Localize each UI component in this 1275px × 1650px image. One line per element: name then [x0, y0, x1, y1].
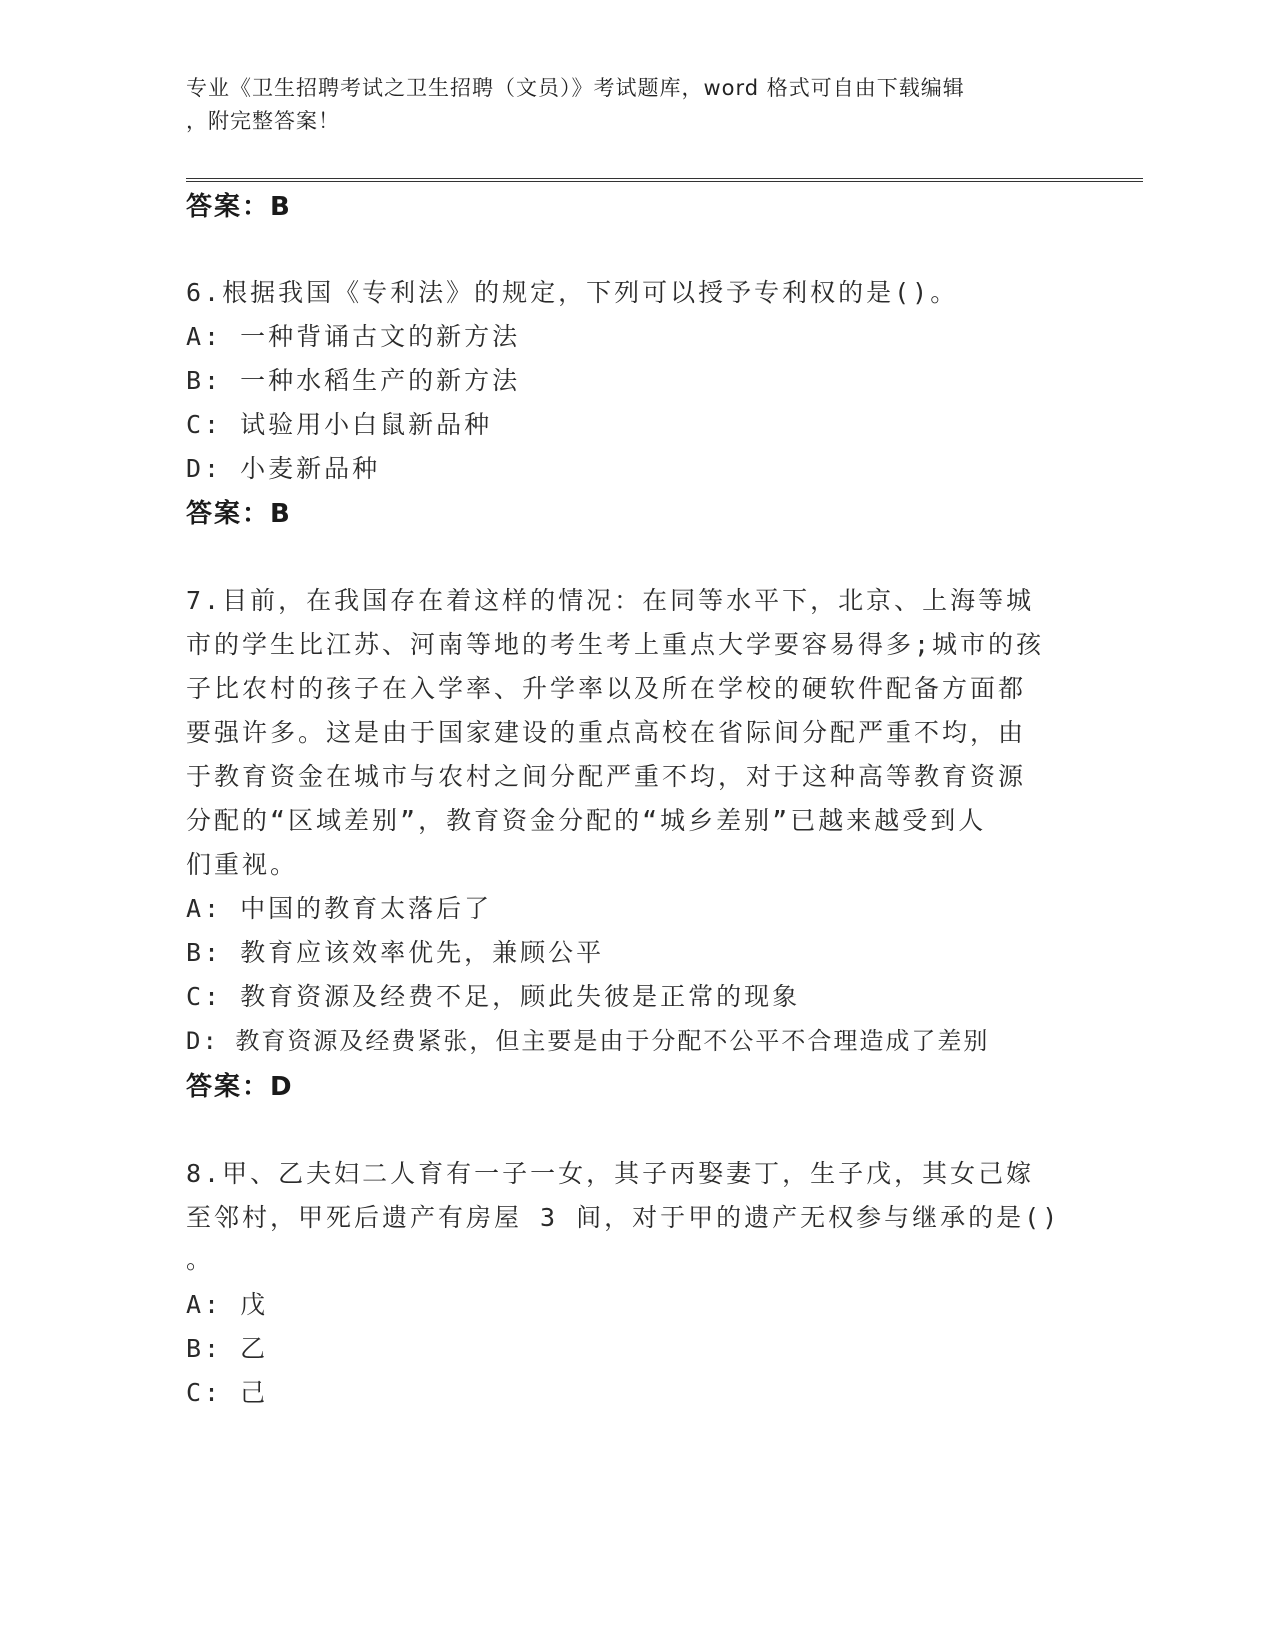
q7-text-line-7: 们重视。 [186, 850, 299, 879]
q7-option-a: A: 中国的教育太落后了 [186, 894, 493, 923]
q8-option-a: A: 戊 [186, 1290, 269, 1319]
header-divider-bottom [186, 181, 1143, 182]
q6-option-b: B: 一种水稻生产的新方法 [186, 366, 521, 395]
q8-text-line-3: 。 [186, 1245, 215, 1274]
q6-option-d: D: 小麦新品种 [186, 454, 381, 483]
q7-text-line-1: 7.目前，在我国存在着这样的情况：在同等水平下，北京、上海等城 [186, 586, 1035, 615]
q7-option-b: B: 教育应该效率优先，兼顾公平 [186, 938, 605, 967]
q8-text-line-2: 至邻村，甲死后遗产有房屋 3 间，对于甲的遗产无权参与继承的是() [186, 1203, 1061, 1232]
document-header [186, 72, 1066, 138]
q7-text-line-3: 子比农村的孩子在入学率、升学率以及所在学校的硬软件配备方面都 [186, 674, 1027, 703]
q8-text-line-1: 8.甲、乙夫妇二人育有一子一女，其子丙娶妻丁，生子戊，其女己嫁 [186, 1159, 1035, 1188]
q7-text-line-4: 要强许多。这是由于国家建设的重点高校在省际间分配严重不均，由 [186, 718, 1027, 747]
header-line-1: 专业《卫生招聘考试之卫生招聘（文员）》考试题库，word 格式可自由下载编辑 [186, 76, 965, 100]
q8-option-c: C: 己 [186, 1378, 269, 1407]
q7-text-line-6: 分配的“区域差别”，教育资金分配的“城乡差别”已越来越受到人 [186, 806, 987, 835]
header-line-2: ，附完整答案！ [186, 109, 340, 133]
answer-prev: 答案：B [186, 192, 292, 222]
q7-option-d: D: 教育资源及经费紧张，但主要是由于分配不公平不合理造成了差别 [186, 1027, 990, 1055]
q6-question: 6.根据我国《专利法》的规定，下列可以授予专利权的是()。 [186, 278, 959, 307]
q7-text-line-2: 市的学生比江苏、河南等地的考生考上重点大学要容易得多;城市的孩 [186, 630, 1045, 659]
q7-answer: 答案：D [186, 1072, 294, 1102]
q7-text-line-5: 于教育资金在城市与农村之间分配严重不均，对于这种高等教育资源 [186, 762, 1027, 791]
q8-option-b: B: 乙 [186, 1334, 269, 1363]
header-divider-top [186, 178, 1143, 179]
q6-option-c: C: 试验用小白鼠新品种 [186, 410, 493, 439]
q6-option-a: A: 一种背诵古文的新方法 [186, 322, 521, 351]
q6-answer: 答案：B [186, 499, 292, 529]
q7-option-c: C: 教育资源及经费不足，顾此失彼是正常的现象 [186, 982, 801, 1011]
